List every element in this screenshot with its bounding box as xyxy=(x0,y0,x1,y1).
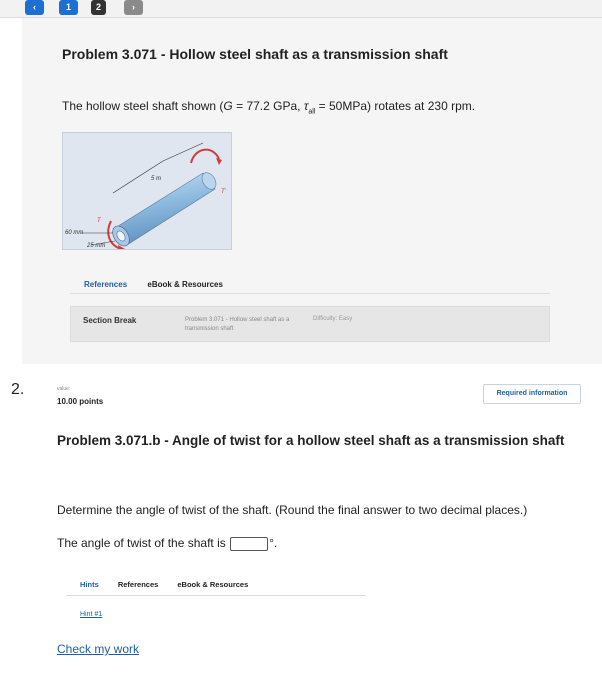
problem-2-title: Problem 3.071.b - Angle of twist for a hollow steel shaft as a transmission shaft xyxy=(57,433,565,448)
answer-line xyxy=(57,536,277,551)
problem-2-instruction: Determine the angle of twist of the shaft. (Round the final answer to two decimal places.) xyxy=(57,503,528,517)
tabs-divider-2 xyxy=(66,595,366,596)
torque-right-label: T' xyxy=(221,189,226,195)
shaft-drawing xyxy=(63,133,232,250)
problem-1-card xyxy=(22,18,602,364)
desc-g-value: = 77.2 GPa, xyxy=(232,99,304,113)
tab-ebook-resources[interactable]: eBook & Resources xyxy=(147,280,223,289)
problem-1-title: Problem 3.071 - Hollow steel shaft as a transmission shaft xyxy=(62,46,448,62)
tab-references[interactable]: References xyxy=(84,280,128,289)
question-2-button[interactable]: 2 xyxy=(91,0,106,15)
problem-1-description xyxy=(62,99,475,115)
tab-hints[interactable]: Hints xyxy=(80,580,99,589)
tab-ebook-resources-2[interactable]: eBook & Resources xyxy=(177,580,249,589)
desc-tau-symbol: τ xyxy=(303,99,309,113)
question-number: 2. xyxy=(11,381,25,398)
tab-references-2[interactable]: References xyxy=(117,580,159,589)
angle-answer-input[interactable] xyxy=(230,537,268,551)
desc-prefix: The hollow steel shaft shown ( xyxy=(62,99,224,113)
next-question-button[interactable]: › xyxy=(124,0,143,15)
desc-g-symbol: G xyxy=(223,99,233,113)
section-break-title: Section Break xyxy=(83,316,137,325)
section-break-difficulty: Difficulty: Easy xyxy=(313,316,353,322)
points-value: 10.00 points xyxy=(57,397,104,406)
answer-prefix: The angle of twist of the shaft is xyxy=(57,536,226,550)
desc-suffix: = 50MPa) rotates at 230 rpm. xyxy=(315,99,476,113)
shaft-figure xyxy=(62,132,232,250)
check-my-work-link[interactable]: Check my work xyxy=(57,642,140,656)
problem-1-tabs xyxy=(84,280,241,289)
hint-1-link[interactable]: Hint #1 xyxy=(80,611,103,618)
section-break-problem: Problem 3.071 - Hollow steel shaft as a transmission shaft xyxy=(185,317,290,332)
previous-question-button[interactable]: ‹ xyxy=(25,0,44,15)
question-1-button[interactable]: 1 xyxy=(59,0,78,15)
tabs-divider xyxy=(70,293,550,294)
question-nav-bar xyxy=(0,0,602,18)
value-label: value: xyxy=(57,386,71,392)
answer-unit: °. xyxy=(269,536,278,550)
torque-left-label: T xyxy=(97,218,101,224)
length-label: 5 m xyxy=(151,176,162,182)
inner-diameter-label: 25 mm xyxy=(87,243,106,249)
problem-2-tabs xyxy=(80,580,265,589)
section-break-box xyxy=(70,306,550,342)
outer-diameter-label: 60 mm xyxy=(65,230,84,236)
required-information-button[interactable]: Required information xyxy=(483,384,581,404)
desc-tau-subscript: all xyxy=(308,108,316,116)
